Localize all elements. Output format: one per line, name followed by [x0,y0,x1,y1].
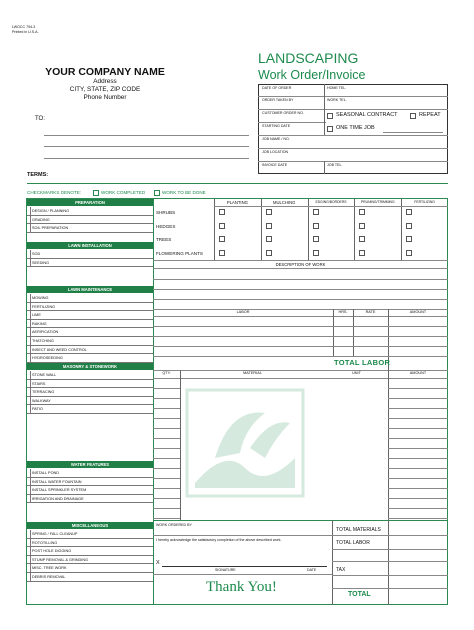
material-col-header: MATERIAL [243,371,262,375]
service-checkmark-cell[interactable] [27,495,31,504]
grid-row-label: TREES [156,237,172,242]
hrs-col-header: HRS. [338,310,348,314]
landscape-watermark [185,388,305,498]
seasonal-contract-label: SEASONAL CONTRACT [336,112,398,118]
company-city: CITY, STATE, ZIP CODE [69,86,141,93]
service-row[interactable] [27,216,153,225]
checkmarks-label: CHECKMARKS DENOTE: [27,190,82,195]
grid-checkbox[interactable] [266,223,272,229]
service-checkmark-cell[interactable] [27,303,31,312]
grid-checkbox[interactable] [219,223,225,229]
service-checkmark-cell[interactable] [27,320,31,329]
service-label: PATIO [32,407,43,412]
service-label: STONE WALL [32,373,57,377]
form-code: LWOCC 794-3 [12,25,36,29]
service-row[interactable] [27,337,153,346]
service-row[interactable] [27,539,153,548]
grid-column-header: PRUNING/TRIMMING [360,200,395,204]
service-label: MISC. TREE WORK [32,566,67,571]
work-to-do-label: WORK TO BE DONE [162,190,206,195]
home-tel-label: HOME TEL. [327,86,347,90]
grid-checkbox[interactable] [219,236,225,242]
service-checkmark-cell[interactable] [27,530,31,539]
thank-you: Thank You! [206,579,277,595]
form-title-1: LANDSCAPING [258,50,359,66]
service-row[interactable] [27,328,153,337]
service-label: THATCHING [32,339,54,343]
service-label: INSECT AND WEED CONTROL [32,347,87,352]
service-checkmark-cell[interactable] [27,486,31,495]
service-row[interactable] [27,354,153,363]
description-label: DESCRIPTION OF WORK [275,262,326,267]
printed-in: Printed in U.S.A. [12,30,39,34]
grid-checkbox[interactable] [359,236,365,242]
service-row[interactable] [27,495,153,504]
company-block [40,66,170,102]
section-header: LAWN MAINTENANCE [27,286,153,293]
service-label: INSTALL POND [32,471,60,475]
service-checkmark-cell[interactable] [27,539,31,548]
service-checkmark-cell[interactable] [27,547,31,556]
service-label: WALKWAY [32,398,51,403]
invoice-date-label: INVOICE DATE [262,163,288,167]
grid-checkbox[interactable] [359,223,365,229]
grid-checkbox[interactable] [406,209,412,215]
grid-checkbox[interactable] [219,209,225,215]
service-checkmark-cell[interactable] [27,259,31,268]
service-checkmark-cell[interactable] [27,311,31,320]
grid-column-header: FERTILIZING [414,200,435,204]
grand-total-label: TOTAL [348,591,371,598]
work-completed-label: WORK COMPLETED [101,190,146,195]
service-label: STAIRS [32,381,46,386]
service-label: LIME [32,313,41,318]
order-taken-label: ORDER TAKEN BY [262,98,294,102]
service-row[interactable] [27,320,153,329]
service-checkmark-cell[interactable] [27,207,31,216]
section-header: MASONRY & STONEWORK [27,363,153,370]
qty-col-header: QTY. [162,371,171,375]
service-row[interactable] [27,380,153,389]
service-row[interactable] [27,486,153,495]
service-checkmark-cell[interactable] [27,250,31,259]
service-label: ROTOTILLING [32,540,58,545]
service-checkmark-cell[interactable] [27,573,31,582]
service-row[interactable] [27,250,153,259]
service-label: SOD [32,252,41,256]
service-row[interactable] [27,224,153,233]
service-label: DESIGN / PLANNING [32,209,70,213]
service-row[interactable] [27,564,153,573]
company-address: Address [93,78,117,85]
service-row[interactable] [27,346,153,355]
company-name: YOUR COMPANY NAME [45,66,165,78]
service-label: FERTILIZING [32,304,56,309]
service-row[interactable] [27,207,153,216]
service-row[interactable] [27,371,153,380]
grid-checkbox[interactable] [266,250,272,256]
service-checkmark-cell[interactable] [27,224,31,233]
grid-checkbox[interactable] [313,236,319,242]
grid-column-header: MULCHING [273,200,296,205]
grid-column-header: EDGING/BORDERS [315,200,347,204]
service-label: RAKING [32,321,47,326]
service-row[interactable] [27,259,153,268]
grid-checkbox[interactable] [406,250,412,256]
service-row[interactable] [27,478,153,487]
service-checkmark-cell[interactable] [27,346,31,355]
signature-label: SIGNATURE [215,568,236,572]
company-phone: Phone Number [83,94,127,101]
grid-row-label: SHRUBS [156,210,176,215]
section-header: MISCELLANEOUS [27,522,153,529]
section-header: WATER FEATURES [27,461,153,468]
to-label: TO: [35,116,45,122]
acknowledge-text: I hereby acknowledge the satisfactory completion of the above described work. [156,538,282,542]
service-row[interactable] [27,397,153,406]
material-amount-col-header: AMOUNT [409,371,427,375]
service-label: MOWING [32,296,49,300]
service-checkmark-cell[interactable] [27,397,31,406]
grid-row-label: FLOWERING PLANTS [156,250,203,256]
service-checkmark-cell[interactable] [27,380,31,389]
work-tel-label: WORK TEL. [327,98,347,102]
service-checkmark-cell[interactable] [27,328,31,337]
service-label: GRADING [32,217,50,222]
grid-column-header: PLANTING [226,200,248,205]
grid-checkbox[interactable] [219,250,225,256]
amount-col-header: AMOUNT [409,310,427,314]
service-label: IRRIGATION AND DRAINAGE [32,496,84,501]
work-ordered-by-label: WORK ORDERED BY [156,523,192,527]
repeat-checkbox[interactable] [410,113,416,119]
service-row[interactable] [27,405,153,414]
service-label: AERIFICATION [32,330,59,335]
grid-checkbox[interactable] [359,250,365,256]
repeat-label: REPEAT [419,112,441,118]
service-checkmark-cell[interactable] [27,469,31,478]
service-label: INSTALL SPRINKLER SYSTEM [32,488,87,493]
service-row[interactable] [27,547,153,556]
service-row[interactable] [27,469,153,478]
service-label: SOIL PREPARATION [32,226,69,231]
service-checkmark-cell[interactable] [27,371,31,380]
labor-col-header: LABOR [236,310,250,314]
grid-row-label: HEDGES [156,223,176,229]
service-row[interactable] [27,573,153,582]
section-header: PREPARATION [27,199,153,206]
service-checkmark-cell[interactable] [27,405,31,414]
grid-checkbox[interactable] [359,209,365,215]
seasonal-contract-checkbox[interactable] [327,113,333,119]
service-row[interactable] [27,294,153,303]
service-checkmark-cell[interactable] [27,337,31,346]
section-header: LAWN INSTALLATION [27,242,153,249]
service-row[interactable] [27,303,153,312]
service-checkmark-cell[interactable] [27,478,31,487]
service-checkmark-cell[interactable] [27,388,31,397]
grid-checkbox[interactable] [313,250,319,256]
one-time-job-label: ONE TIME JOB [336,125,375,131]
grid-checkbox[interactable] [406,223,412,229]
service-label: POST HOLE DIGGING [32,549,72,554]
service-label: INSTALL WATER FOUNTAIN [32,479,82,484]
date-label: DATE [307,568,317,572]
starting-date-label: STARTING DATE [262,124,291,128]
job-location-label: JOB LOCATION [262,150,289,154]
service-label: HYDROSEEDING [32,356,63,361]
service-row[interactable] [27,556,153,565]
service-row[interactable] [27,530,153,539]
signature-x: X [156,560,160,566]
total-materials-label: TOTAL MATERIALS [336,527,381,533]
service-label: STUMP REMOVAL & GRINDING [32,557,89,562]
form-title-2: Work Order/Invoice [258,68,366,82]
work-completed-checkbox [93,190,99,196]
service-label: SEEDING [32,260,50,265]
grid-checkbox[interactable] [406,236,412,242]
service-label: TERRACING [32,390,55,395]
total-labor-label: TOTAL LABOR [334,358,391,367]
one-time-job-checkbox[interactable] [327,126,333,132]
terms-label: TERMS: [27,172,49,178]
grid-checkbox[interactable] [313,209,319,215]
rate-col-header: RATE [365,310,376,314]
service-checkmark-cell[interactable] [27,564,31,573]
grid-checkbox[interactable] [266,209,272,215]
work-to-do-checkbox [154,190,160,196]
grid-checkbox[interactable] [313,223,319,229]
service-row[interactable] [27,311,153,320]
service-label: DEBRIS REMOVAL [32,575,66,579]
service-label: SPRING / FALL CLEANUP [32,532,78,536]
grid-checkbox[interactable] [266,236,272,242]
date-of-order-label: DATE OF ORDER [262,86,292,90]
total-labor-summary-label: TOTAL LABOR [336,540,370,546]
customer-order-label: CUSTOMER ORDER NO. [262,111,304,115]
service-row[interactable] [27,388,153,397]
tax-label: TAX [336,567,346,573]
service-checkmark-cell[interactable] [27,216,31,225]
job-name-label: JOB NAME / NO. [262,137,290,141]
unit-col-header: UNIT [352,371,361,375]
service-checkmark-cell[interactable] [27,354,31,363]
service-checkmark-cell[interactable] [27,294,31,303]
service-checkmark-cell[interactable] [27,556,31,565]
job-tel-label: JOB TEL. [327,163,343,167]
